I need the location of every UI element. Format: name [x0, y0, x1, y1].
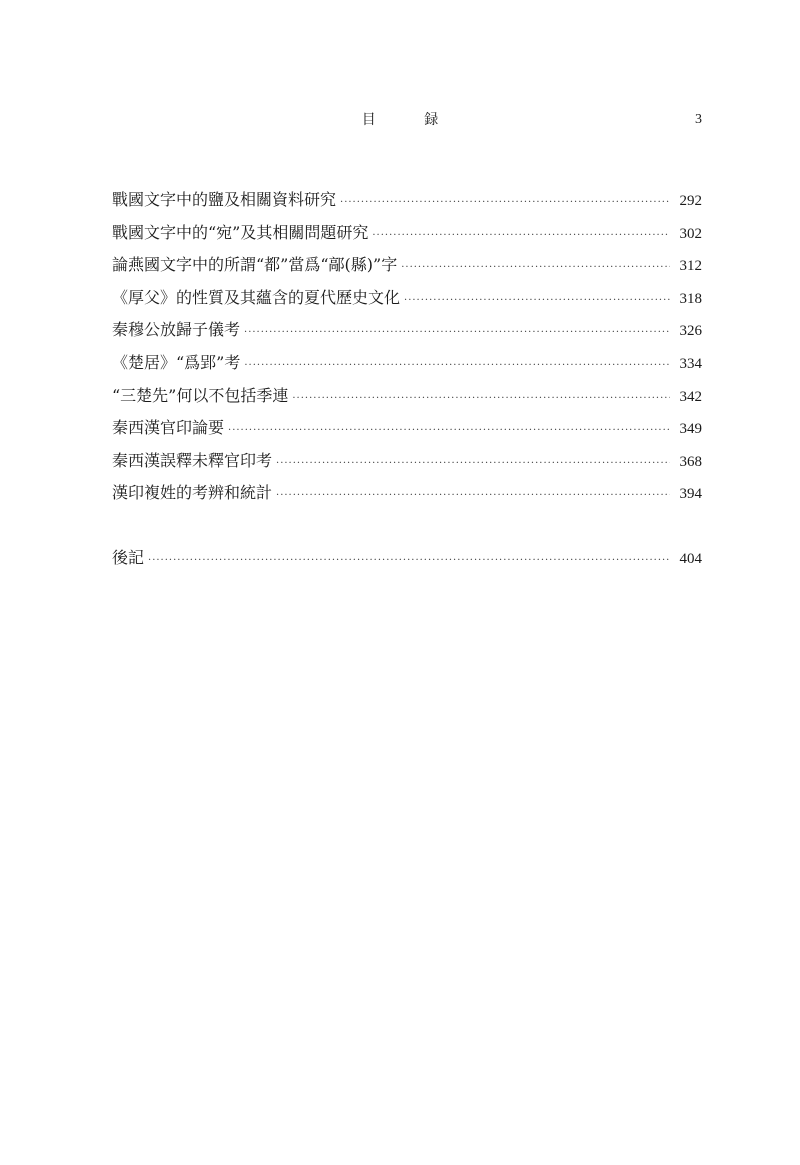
toc-entry: [112, 351, 702, 384]
toc-entry-page: 349: [679, 421, 702, 438]
toc-entry: [112, 188, 702, 221]
toc-entry: [112, 286, 702, 319]
toc-entry-title: 秦穆公放歸子儀考: [112, 320, 241, 340]
dot-leader: [292, 387, 670, 411]
toc-entry-page: 342: [679, 388, 702, 405]
dot-leader: [244, 321, 670, 345]
toc-entry-title: 漢印複姓的考辨和統計: [112, 483, 273, 503]
toc-entry-afterword: [112, 546, 702, 579]
toc-entry-title: 論燕國文字中的所謂“都”當爲“鄗(縣)”字: [112, 255, 398, 275]
toc-entry: [112, 221, 702, 254]
toc-entry: [112, 416, 702, 449]
toc-entry-page: 302: [679, 225, 702, 242]
toc-entry-title: 秦西漢誤釋未釋官印考: [112, 450, 273, 470]
toc-entry-page: 318: [679, 290, 702, 307]
dot-leader: [401, 256, 670, 280]
toc-entry-page: 334: [679, 355, 702, 372]
toc-section-gap: [112, 514, 702, 546]
toc-entry-title: 秦西漢官印論要: [112, 418, 225, 438]
dot-leader: [228, 419, 670, 443]
toc-entry-title: “三楚先”何以不包括季連: [112, 385, 289, 405]
dot-leader: [276, 484, 670, 508]
page-number: 3: [695, 112, 702, 127]
dot-leader: [372, 224, 670, 248]
toc-entry-page: 394: [679, 486, 702, 503]
toc-entry-page: 368: [679, 453, 702, 470]
toc-entry: [112, 384, 702, 417]
toc-entry: [112, 253, 702, 286]
toc-entry-title: 《厚父》的性質及其蘊含的夏代歷史文化: [112, 287, 401, 307]
running-head: [0, 110, 800, 130]
dot-leader: [340, 191, 670, 215]
dot-leader: [404, 289, 670, 313]
toc-entry-title: 《楚居》“爲郢”考: [112, 352, 241, 372]
dot-leader: [148, 549, 670, 573]
toc-entry-page: 292: [679, 193, 702, 209]
dot-leader: [276, 452, 670, 476]
toc-entry: [112, 449, 702, 482]
toc-list: [112, 188, 702, 579]
toc-entry-title: 戰國文字中的鹽及相關資料研究: [112, 190, 337, 209]
dot-leader: [244, 354, 670, 378]
toc-entry-page: 312: [679, 258, 702, 275]
toc-entry-page: 326: [679, 323, 702, 340]
toc-entry-title: 後記: [112, 547, 145, 567]
toc-entry: [112, 318, 702, 351]
toc-entry: [112, 481, 702, 514]
toc-entry-title: 戰國文字中的“宛”及其相關問題研究: [112, 222, 369, 242]
table-of-contents: [112, 188, 702, 579]
running-title: 目 録: [361, 112, 461, 128]
toc-entry-page: 404: [679, 550, 702, 567]
